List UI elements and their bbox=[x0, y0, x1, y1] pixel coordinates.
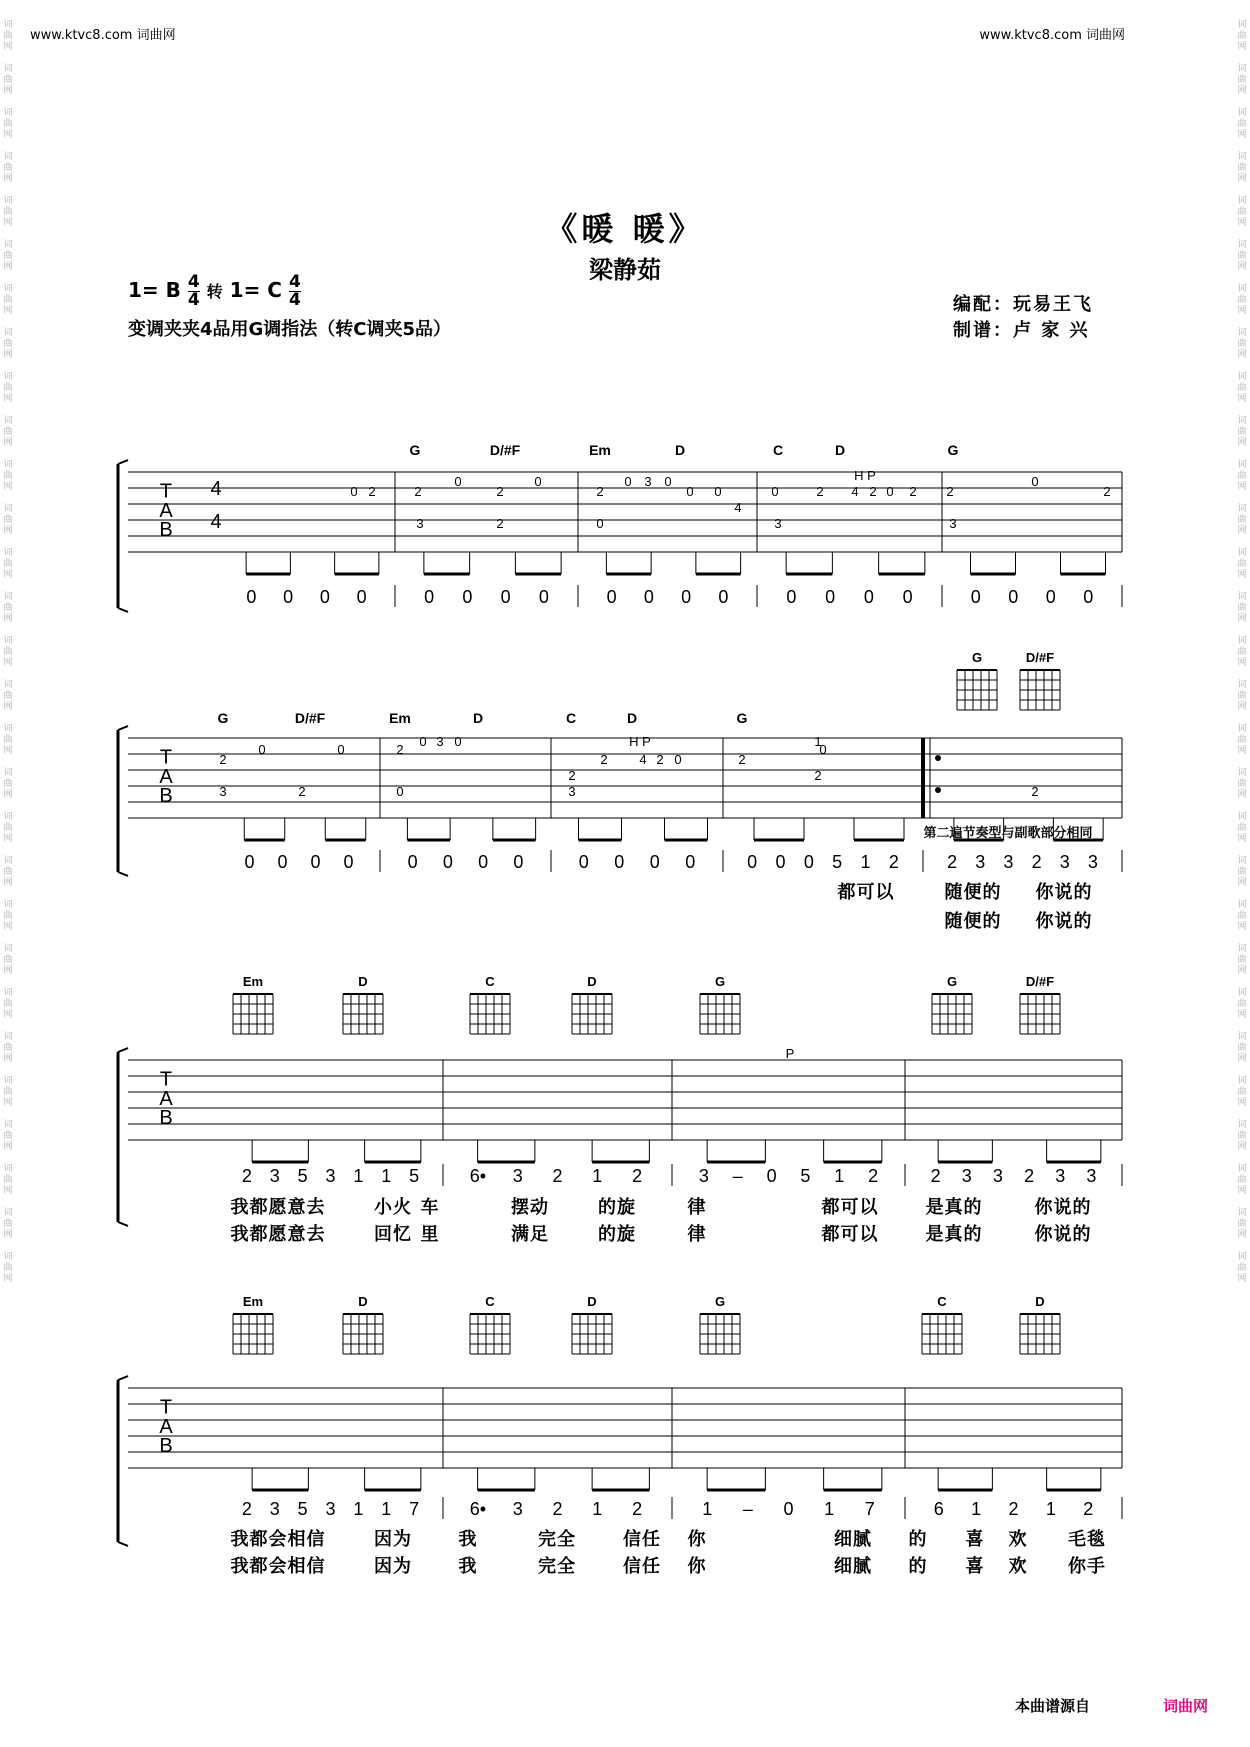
chord-diagram-name: G bbox=[714, 974, 726, 989]
lyric-line-2: 随便的 bbox=[944, 911, 1002, 932]
numbered-note: – bbox=[742, 1499, 753, 1519]
system-bracket bbox=[118, 1048, 128, 1052]
numbered-note: 3 bbox=[992, 1166, 1003, 1186]
hammer-pull-mark: H P bbox=[854, 468, 876, 483]
system-bracket bbox=[118, 608, 128, 612]
lyric-line-1: 的 bbox=[908, 1529, 928, 1550]
fret-number: 3 bbox=[436, 734, 444, 749]
chord-diagram-name: G bbox=[971, 650, 983, 665]
fret-number: 2 bbox=[946, 484, 954, 499]
numbered-note: 2 bbox=[1031, 852, 1042, 872]
numbered-note: 0 bbox=[863, 587, 874, 607]
fret-number: 3 bbox=[568, 784, 576, 799]
numbered-note: 0 bbox=[343, 852, 354, 872]
lyric-line-1: 你说的 bbox=[1035, 882, 1093, 903]
numbered-note: 0 bbox=[310, 852, 321, 872]
fret-number: 3 bbox=[219, 784, 227, 799]
chord-name: D bbox=[472, 710, 484, 726]
lyric-line-2: 的 bbox=[908, 1556, 928, 1577]
watermark-right: 词 曲 网 词 曲 网 词 曲 网 词 曲 网 词 曲 网 词 曲 网 词 曲 网 词 曲 网 词 曲 网 词 曲 网 词 曲 网 词 曲 网 词 曲 网 词 曲 网 词 曲 网 词 曲 网 词 曲 网 词 曲 网 词 曲 网 词 曲 网 词 曲 网 词 曲 网 词 曲 网 词 曲 网 词 曲 网 词 曲 网 词 曲 网 词 曲 网 词 曲 网 bbox=[1237, 20, 1247, 1284]
numbered-note: 0 bbox=[442, 852, 453, 872]
numbered-note: 2 bbox=[1024, 1166, 1035, 1186]
section-note: 第二遍节奏型与副歌部分相同 bbox=[923, 825, 1093, 840]
lyric-line-1: 我 bbox=[458, 1529, 478, 1550]
numbered-note: 5 bbox=[409, 1166, 420, 1186]
numbered-note: 0 bbox=[1008, 587, 1019, 607]
fret-number: 0 bbox=[886, 484, 894, 499]
tab-time-sig-den: 4 bbox=[210, 511, 222, 533]
lyric-line-1: 的旋 bbox=[598, 1197, 636, 1218]
lyric-line-2: 回忆 bbox=[374, 1224, 412, 1245]
numbered-note: 2 bbox=[1083, 1499, 1094, 1519]
fret-number: 0 bbox=[819, 742, 827, 757]
fret-number: 0 bbox=[396, 784, 404, 799]
key-part2: 1= C bbox=[229, 278, 282, 302]
numbered-note: 2 bbox=[1008, 1499, 1019, 1519]
numbered-note: 0 bbox=[246, 587, 257, 607]
numbered-note: 0 bbox=[614, 852, 625, 872]
chord-diagram-name: C bbox=[485, 1294, 495, 1309]
chord-name: G bbox=[409, 442, 421, 458]
numbered-note: 3 bbox=[1055, 1166, 1066, 1186]
fret-number: 0 bbox=[771, 484, 779, 499]
lyric-line-1: 喜 bbox=[965, 1529, 985, 1550]
tab-clef-letter: A bbox=[159, 765, 173, 788]
numbered-note: 0 bbox=[462, 587, 473, 607]
lyric-line-2: 完全 bbox=[538, 1556, 576, 1577]
chord-name: Em bbox=[389, 710, 411, 726]
numbered-note: 2 bbox=[888, 852, 899, 872]
numbered-note: 2 bbox=[947, 852, 958, 872]
lyric-line-2: 是真的 bbox=[925, 1224, 983, 1245]
lyric-line-2: 你手 bbox=[1068, 1556, 1106, 1577]
system-bracket bbox=[118, 1542, 128, 1546]
numbered-note: 0 bbox=[783, 1499, 794, 1519]
fret-number: 2 bbox=[1031, 784, 1039, 799]
fret-number: 2 bbox=[600, 752, 608, 767]
system-bracket bbox=[118, 726, 128, 730]
chord-name: C bbox=[565, 710, 577, 726]
fret-number: 2 bbox=[298, 784, 306, 799]
fret-number: 4 bbox=[734, 500, 742, 515]
numbered-note: 0 bbox=[803, 852, 814, 872]
numbered-note: 3 bbox=[961, 1166, 972, 1186]
numbered-note: 1 bbox=[860, 852, 871, 872]
numbered-note: 3 bbox=[269, 1499, 280, 1519]
chord-diagram-name: D bbox=[358, 974, 368, 989]
chord-diagram-name: D bbox=[1035, 1294, 1045, 1309]
chord-name: D/#F bbox=[294, 710, 326, 726]
numbered-note: 6 bbox=[933, 1499, 944, 1519]
fret-number: 4 bbox=[851, 484, 859, 499]
numbered-note: 0 bbox=[356, 587, 367, 607]
numbered-note: 0 bbox=[681, 587, 692, 607]
numbered-note: 0 bbox=[538, 587, 549, 607]
transcriber-credit: 制谱：卢 家 兴 bbox=[953, 320, 1090, 341]
numbered-note: 6• bbox=[469, 1166, 487, 1186]
numbered-note: 3 bbox=[1003, 852, 1014, 872]
lyric-line-1: 车 bbox=[420, 1197, 440, 1218]
numbered-note: 3 bbox=[1086, 1166, 1097, 1186]
numbered-note: 0 bbox=[319, 587, 330, 607]
numbered-note: 1 bbox=[834, 1166, 845, 1186]
chord-name: D/#F bbox=[489, 442, 521, 458]
song-artist: 梁静茹 bbox=[589, 256, 661, 284]
chord-diagram-name: Em bbox=[242, 974, 264, 989]
lyric-line-1: 摆动 bbox=[511, 1197, 549, 1218]
lyric-line-1: 我都会相信 bbox=[230, 1529, 326, 1550]
lyric-line-1: 律 bbox=[687, 1197, 707, 1218]
chord-diagram-name: D bbox=[587, 1294, 597, 1309]
numbered-note: 2 bbox=[930, 1166, 941, 1186]
numbered-note: 0 bbox=[1083, 587, 1094, 607]
lyric-line-1: 是真的 bbox=[925, 1197, 983, 1218]
chord-name: G bbox=[736, 710, 748, 726]
system-bracket bbox=[118, 460, 128, 464]
chord-name: C bbox=[772, 442, 784, 458]
chord-name: D bbox=[834, 442, 846, 458]
fret-number: 3 bbox=[644, 474, 652, 489]
fret-number: 0 bbox=[419, 734, 427, 749]
tab-clef-letter: T bbox=[159, 1396, 173, 1419]
fret-number: 2 bbox=[568, 768, 576, 783]
system-bracket bbox=[118, 1222, 128, 1226]
tab-clef-letter: T bbox=[159, 746, 173, 769]
fret-number: 2 bbox=[496, 516, 504, 531]
numbered-note: 5 bbox=[832, 852, 843, 872]
fret-number: 2 bbox=[869, 484, 877, 499]
lyric-line-1: 细腻 bbox=[834, 1529, 872, 1550]
fret-number: 2 bbox=[368, 484, 376, 499]
fret-number: 2 bbox=[816, 484, 824, 499]
chord-diagram-name: C bbox=[937, 1294, 947, 1309]
capo-note: 变调夹夹4品用G调指法（转C调夹5品） bbox=[128, 319, 452, 340]
fret-number: 0 bbox=[337, 742, 345, 757]
hammer-pull-mark: H P bbox=[629, 734, 651, 749]
chord-diagram-name: C bbox=[485, 974, 495, 989]
lyric-line-1: 你说的 bbox=[1034, 1197, 1092, 1218]
chord-diagram-name: G bbox=[946, 974, 958, 989]
lyric-line-2: 都可以 bbox=[821, 1224, 879, 1245]
fret-number: 2 bbox=[596, 484, 604, 499]
numbered-note: 0 bbox=[1045, 587, 1056, 607]
fret-number: 2 bbox=[219, 752, 227, 767]
lyric-line-2: 信任 bbox=[623, 1556, 661, 1577]
lyric-line-1: 欢 bbox=[1008, 1529, 1028, 1550]
key-connector: 转 bbox=[206, 282, 223, 301]
numbered-note: 3 bbox=[975, 852, 986, 872]
numbered-note: 3 bbox=[698, 1166, 709, 1186]
fret-number: 1 bbox=[814, 734, 822, 749]
numbered-note: 2 bbox=[241, 1166, 252, 1186]
numbered-note: 0 bbox=[606, 587, 617, 607]
lyric-line-1: 你 bbox=[687, 1529, 707, 1550]
numbered-note: 1 bbox=[381, 1499, 392, 1519]
numbered-note: 0 bbox=[747, 852, 758, 872]
header-site-right: www.ktvc8.com 词曲网 bbox=[979, 28, 1125, 43]
tab-clef-letter: T bbox=[159, 480, 173, 503]
numbered-note: 1 bbox=[381, 1166, 392, 1186]
numbered-note: 0 bbox=[902, 587, 913, 607]
repeat-dot bbox=[935, 787, 941, 793]
numbered-note: 1 bbox=[1045, 1499, 1056, 1519]
fret-number: 0 bbox=[258, 742, 266, 757]
numbered-note: 6• bbox=[469, 1499, 487, 1519]
lyric-line-1: 信任 bbox=[623, 1529, 661, 1550]
chord-diagram-name: G bbox=[714, 1294, 726, 1309]
chord-diagram-name: D bbox=[358, 1294, 368, 1309]
fret-number: 2 bbox=[414, 484, 422, 499]
pull-off-mark: P bbox=[785, 1046, 795, 1061]
numbered-note: 2 bbox=[552, 1499, 563, 1519]
lyric-line-2: 你 bbox=[687, 1556, 707, 1577]
chord-diagram-name: D bbox=[587, 974, 597, 989]
fret-number: 0 bbox=[1031, 474, 1039, 489]
numbered-note: 0 bbox=[685, 852, 696, 872]
numbered-note: – bbox=[732, 1166, 743, 1186]
lyric-line-1: 我都愿意去 bbox=[230, 1197, 326, 1218]
fret-number: 3 bbox=[949, 516, 957, 531]
lyric-line-2: 欢 bbox=[1008, 1556, 1028, 1577]
numbered-note: 7 bbox=[409, 1499, 420, 1519]
lyric-line-2: 里 bbox=[420, 1224, 440, 1245]
numbered-note: 5 bbox=[297, 1166, 308, 1186]
tab-time-sig-num: 4 bbox=[210, 478, 222, 500]
chord-name: D bbox=[626, 710, 638, 726]
fret-number: 0 bbox=[674, 752, 682, 767]
numbered-note: 1 bbox=[824, 1499, 835, 1519]
tab-clef-letter: B bbox=[159, 1435, 173, 1457]
fret-number: 0 bbox=[350, 484, 358, 499]
numbered-note: 3 bbox=[269, 1166, 280, 1186]
tab-clef-letter: T bbox=[159, 1068, 173, 1091]
fret-number: 0 bbox=[454, 474, 462, 489]
watermark-left: 词 曲 网 词 曲 网 词 曲 网 词 曲 网 词 曲 网 词 曲 网 词 曲 网 词 曲 网 词 曲 网 词 曲 网 词 曲 网 词 曲 网 词 曲 网 词 曲 网 词 曲 网 词 曲 网 词 曲 网 词 曲 网 词 曲 网 词 曲 网 词 曲 网 词 曲 网 词 曲 网 词 曲 网 词 曲 网 词 曲 网 词 曲 网 词 曲 网 词 曲 网 bbox=[3, 20, 13, 1284]
numbered-note: 0 bbox=[718, 587, 729, 607]
fret-number: 0 bbox=[624, 474, 632, 489]
numbered-note: 0 bbox=[578, 852, 589, 872]
lyric-line-2: 细腻 bbox=[834, 1556, 872, 1577]
fret-number: 2 bbox=[738, 752, 746, 767]
numbered-note: 3 bbox=[512, 1166, 523, 1186]
lyric-line-1: 完全 bbox=[538, 1529, 576, 1550]
numbered-note: 1 bbox=[353, 1499, 364, 1519]
repeat-dot bbox=[935, 755, 941, 761]
fret-number: 3 bbox=[774, 516, 782, 531]
time-signature-2: $\frac{4}{4}$ bbox=[288, 272, 301, 310]
numbered-note: 0 bbox=[786, 587, 797, 607]
fret-number: 0 bbox=[714, 484, 722, 499]
fret-number: 0 bbox=[686, 484, 694, 499]
chord-diagram-name: D/#F bbox=[1025, 974, 1055, 989]
fret-number: 2 bbox=[496, 484, 504, 499]
lyric-line-1: 随便的 bbox=[944, 882, 1002, 903]
numbered-note: 2 bbox=[632, 1499, 643, 1519]
numbered-note: 0 bbox=[766, 1166, 777, 1186]
footer-source: 本曲谱源自 bbox=[1015, 1697, 1091, 1715]
numbered-note: 1 bbox=[971, 1499, 982, 1519]
tab-clef-letter: A bbox=[159, 1087, 173, 1110]
lyric-line-2: 我都愿意去 bbox=[230, 1224, 326, 1245]
system-bracket bbox=[118, 872, 128, 876]
numbered-note: 3 bbox=[325, 1499, 336, 1519]
numbered-note: 2 bbox=[868, 1166, 879, 1186]
fret-number: 0 bbox=[664, 474, 672, 489]
numbered-note: 0 bbox=[775, 852, 786, 872]
numbered-note: 2 bbox=[552, 1166, 563, 1186]
chord-diagram-name: D/#F bbox=[1025, 650, 1055, 665]
fret-number: 2 bbox=[814, 768, 822, 783]
numbered-note: 0 bbox=[424, 587, 435, 607]
numbered-note: 0 bbox=[513, 852, 524, 872]
tab-clef-letter: B bbox=[159, 785, 173, 807]
numbered-note: 0 bbox=[825, 587, 836, 607]
lyric-line-2: 满足 bbox=[511, 1224, 549, 1245]
header-site-left: www.ktvc8.com 词曲网 bbox=[30, 28, 176, 43]
numbered-note: 1 bbox=[592, 1166, 603, 1186]
numbered-note: 0 bbox=[407, 852, 418, 872]
tab-clef-letter: A bbox=[159, 1415, 173, 1438]
numbered-note: 0 bbox=[283, 587, 294, 607]
numbered-note: 2 bbox=[632, 1166, 643, 1186]
lyric-line-2: 你说的 bbox=[1034, 1224, 1092, 1245]
fret-number: 2 bbox=[656, 752, 664, 767]
numbered-note: 3 bbox=[512, 1499, 523, 1519]
lyric-line-1: 小火 bbox=[374, 1197, 412, 1218]
numbered-note: 0 bbox=[500, 587, 511, 607]
numbered-note: 3 bbox=[1087, 852, 1098, 872]
numbered-note: 1 bbox=[592, 1499, 603, 1519]
lyric-line-2: 喜 bbox=[965, 1556, 985, 1577]
numbered-note: 0 bbox=[244, 852, 255, 872]
numbered-note: 0 bbox=[277, 852, 288, 872]
fret-number: 2 bbox=[396, 742, 404, 757]
system-bracket bbox=[118, 1376, 128, 1380]
footer-brand[interactable]: 词曲网 bbox=[1163, 1697, 1209, 1715]
fret-number: 0 bbox=[596, 516, 604, 531]
lyric-line-2: 你说的 bbox=[1035, 911, 1093, 932]
chord-name: Em bbox=[589, 442, 611, 458]
numbered-note: 1 bbox=[702, 1499, 713, 1519]
numbered-note: 5 bbox=[297, 1499, 308, 1519]
numbered-note: 2 bbox=[241, 1499, 252, 1519]
fret-number: 0 bbox=[534, 474, 542, 489]
fret-number: 2 bbox=[909, 484, 917, 499]
numbered-note: 1 bbox=[353, 1166, 364, 1186]
chord-diagram-name: Em bbox=[242, 1294, 264, 1309]
fret-number: 0 bbox=[454, 734, 462, 749]
tab-clef-letter: A bbox=[159, 499, 173, 522]
time-signature-1: $\frac{4}{4}$ bbox=[187, 272, 200, 310]
numbered-note: 5 bbox=[800, 1166, 811, 1186]
lyric-line-1: 毛毯 bbox=[1068, 1529, 1106, 1550]
lyric-line-2: 我都会相信 bbox=[230, 1556, 326, 1577]
tab-clef-letter: B bbox=[159, 519, 173, 541]
numbered-note: 3 bbox=[325, 1166, 336, 1186]
chord-name: G bbox=[947, 442, 959, 458]
song-title: 《暖 暖》 bbox=[545, 210, 705, 248]
numbered-note: 0 bbox=[643, 587, 654, 607]
numbered-note: 0 bbox=[970, 587, 981, 607]
fret-number: 2 bbox=[1103, 484, 1111, 499]
lyric-line-2: 因为 bbox=[374, 1556, 412, 1577]
lyric-line-1: 因为 bbox=[374, 1529, 412, 1550]
lyric-line-2: 的旋 bbox=[598, 1224, 636, 1245]
numbered-note: 0 bbox=[649, 852, 660, 872]
arranger-credit: 编配：玩易王飞 bbox=[953, 294, 1093, 315]
fret-number: 4 bbox=[639, 752, 647, 767]
lyric-line-1: 都可以 bbox=[821, 1197, 879, 1218]
fret-number: 3 bbox=[416, 516, 424, 531]
numbered-note: 0 bbox=[478, 852, 489, 872]
tab-clef-letter: B bbox=[159, 1107, 173, 1129]
chord-name: D bbox=[674, 442, 686, 458]
lyric-line-2: 律 bbox=[687, 1224, 707, 1245]
lyric-line-1: 都可以 bbox=[837, 882, 895, 903]
lyric-line-2: 我 bbox=[458, 1556, 478, 1577]
numbered-note: 3 bbox=[1059, 852, 1070, 872]
chord-name: G bbox=[217, 710, 229, 726]
key-part1: 1= B bbox=[128, 278, 181, 302]
numbered-note: 7 bbox=[864, 1499, 875, 1519]
